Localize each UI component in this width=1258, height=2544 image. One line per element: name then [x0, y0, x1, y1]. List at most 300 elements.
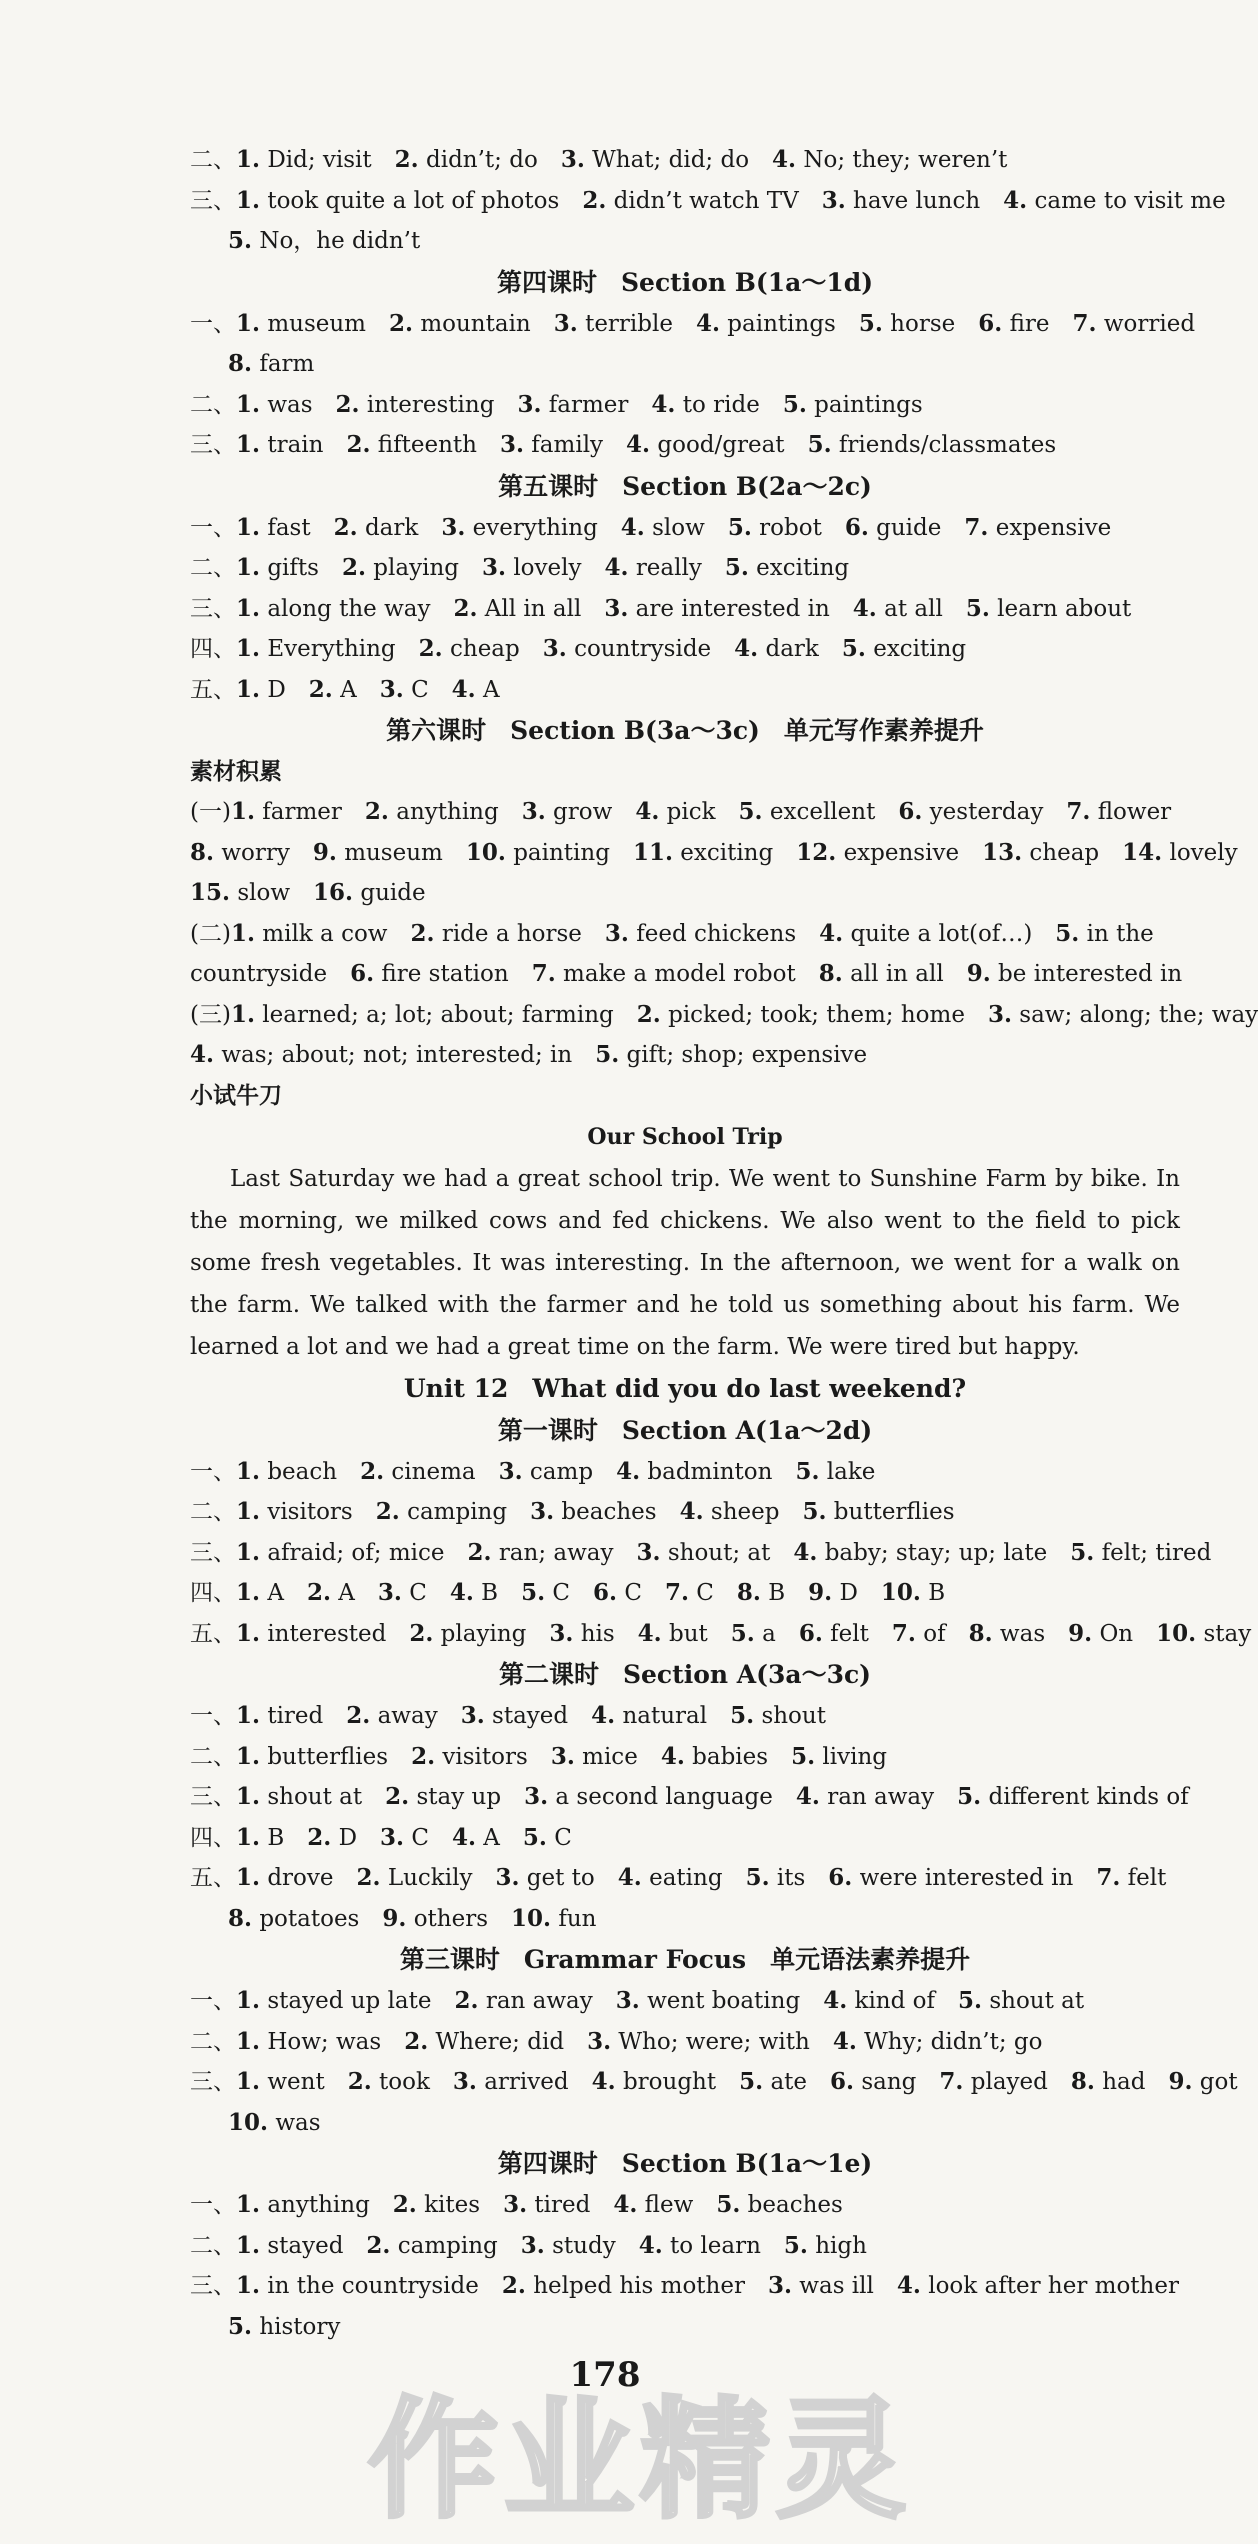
answer-text: slow — [237, 880, 291, 906]
answer-item — [616, 1459, 772, 1485]
answer-item — [881, 1580, 945, 1606]
answer-item — [734, 636, 819, 662]
answer-number: 1. — [236, 2272, 261, 2299]
lesson-title — [190, 1410, 1180, 1452]
answer-text: saw; along; the; way — [1019, 1001, 1258, 1028]
answer-item — [768, 2273, 874, 2299]
answer-item — [466, 840, 610, 866]
answer-number: 9. — [808, 1579, 833, 1606]
answer-number: 1. — [236, 1987, 261, 2014]
answer-item — [716, 2192, 842, 2218]
answer-number: 9. — [382, 1904, 407, 1932]
answer-item — [346, 1703, 437, 1729]
page-number: 178 — [569, 2355, 641, 2395]
answer-item — [730, 1703, 826, 1729]
answer-number: 5. — [782, 390, 807, 418]
answer-item — [190, 880, 290, 906]
answer-number: 6. — [898, 798, 923, 825]
answer-item — [236, 392, 313, 418]
answer-item — [853, 596, 943, 622]
answer-item — [236, 2273, 479, 2299]
answer-line — [190, 1573, 1180, 1614]
answer-number: 13. — [982, 838, 1023, 866]
answer-text: brought — [622, 2069, 717, 2095]
answer-item — [982, 840, 1099, 866]
answer-number: 3. — [530, 1498, 555, 1525]
question-group-label: 二、 — [190, 1743, 236, 1770]
answer-number: 4. — [591, 1702, 616, 1729]
answer-line — [190, 995, 1258, 1036]
answer-number: 5. — [802, 1498, 827, 1525]
answer-item — [530, 1499, 656, 1525]
answer-text: No; they; weren’t — [803, 147, 1008, 173]
answer-item — [582, 188, 798, 214]
answer-number: 3. — [441, 513, 466, 541]
answer-item — [411, 1744, 528, 1770]
answer-item — [842, 636, 966, 662]
answer-number: 3. — [524, 1783, 549, 1810]
unit-title — [190, 1368, 1180, 1410]
answer-line — [190, 344, 1180, 385]
answer-item — [380, 677, 429, 703]
answer-item — [376, 1499, 507, 1525]
answer-number: 6. — [593, 1579, 618, 1606]
answer-text: ate — [770, 2069, 808, 2095]
answer-number: 2. — [418, 635, 443, 662]
answer-text: slow — [652, 514, 705, 541]
svg-text:作业精灵: 作业精灵 — [367, 2384, 913, 2536]
lesson-number: 第四课时 — [496, 267, 597, 297]
answer-number: 3. — [821, 186, 846, 214]
answer-text: beaches — [561, 1499, 657, 1525]
answer-number: 4. — [819, 919, 844, 947]
answer-number: 3. — [377, 1579, 402, 1606]
answer-number: 7. — [891, 1619, 916, 1647]
answer-text: guide — [876, 514, 942, 541]
answer-text: terrible — [585, 310, 673, 337]
answer-text: felt; tired — [1101, 1539, 1212, 1566]
answer-number: 3. — [767, 2272, 792, 2299]
answer-line — [190, 1818, 1180, 1859]
answer-text: are interested in — [635, 595, 830, 622]
answer-text: Luckily — [387, 1865, 473, 1891]
answer-text: fun — [558, 1905, 597, 1932]
answer-item — [1168, 2069, 1237, 2095]
answer-number: 3. — [636, 1538, 661, 1566]
lesson-section: Section B(1a～1d) — [620, 267, 874, 297]
answer-item — [532, 961, 796, 987]
answer-number: 4. — [613, 2191, 638, 2218]
answer-item — [802, 1499, 954, 1525]
answer-number: 7. — [1096, 1864, 1121, 1891]
answer-text: potatoes — [259, 1905, 360, 1932]
answer-item — [613, 2192, 693, 2218]
answer-number: 1. — [236, 675, 261, 703]
answer-number: 4. — [604, 554, 629, 581]
answer-text: a second language — [555, 1784, 773, 1810]
answer-item — [587, 2029, 810, 2055]
answer-text: anything — [396, 799, 499, 825]
answer-text: make a model robot — [563, 961, 796, 987]
answer-item — [819, 961, 944, 987]
answer-item — [739, 2069, 807, 2095]
answer-text: A — [483, 676, 500, 703]
answer-text: butterflies — [833, 1499, 955, 1525]
answer-number: 3. — [550, 1742, 575, 1770]
answer-text: have lunch — [853, 187, 981, 214]
answer-number: 4. — [695, 309, 720, 337]
answer-text: pick — [666, 799, 716, 825]
answer-text: took — [379, 2069, 430, 2095]
answer-text: helped his mother — [533, 2273, 745, 2299]
answer-number: 14. — [1122, 838, 1163, 866]
answer-text: D — [267, 676, 286, 703]
answer-number: 1. — [236, 390, 261, 418]
lesson-number: 第六课时 — [386, 716, 487, 745]
answer-item — [236, 1865, 334, 1891]
answer-number: 2. — [360, 1457, 385, 1485]
answer-text: interested — [267, 1620, 387, 1647]
answer-line — [190, 2185, 1180, 2226]
answer-number: 2. — [404, 2027, 429, 2055]
answer-text: cheap — [450, 636, 520, 662]
answer-number: 1. — [236, 186, 261, 214]
question-group-label: 三、 — [190, 2273, 236, 2299]
answer-line — [190, 2103, 1180, 2144]
answer-item — [791, 1744, 887, 1770]
answer-number: 1. — [236, 1498, 261, 1525]
answer-line — [190, 1981, 1180, 2022]
answer-number: 10. — [880, 1579, 921, 1606]
answer-text: away — [377, 1703, 438, 1729]
answer-text: expensive — [995, 514, 1112, 541]
answer-item — [236, 188, 559, 214]
answer-text: dark — [765, 636, 819, 662]
answer-number: 2. — [409, 1619, 434, 1647]
answer-number: 1. — [236, 1864, 261, 1891]
answer-item — [236, 2029, 381, 2055]
answer-text: stayed up late — [267, 1988, 432, 2014]
answer-text: feed chickens — [636, 920, 797, 947]
answer-text: natural — [622, 1703, 708, 1729]
answer-item — [605, 921, 796, 947]
question-group-label: 四、 — [190, 636, 236, 662]
question-group-label: 三、 — [190, 595, 236, 622]
answer-text: stay — [1203, 1620, 1252, 1647]
answer-number: 4. — [616, 1457, 641, 1485]
answer-number: 5. — [521, 1579, 546, 1606]
answer-text: Who; were; with — [618, 2028, 810, 2055]
answer-number: 3. — [549, 1619, 574, 1647]
answer-item — [452, 677, 500, 703]
lesson-title — [190, 262, 1180, 304]
answer-text: exciting — [873, 636, 967, 662]
answer-text: butterflies — [267, 1743, 389, 1770]
answer-number: 6. — [844, 513, 869, 541]
answer-number: 2. — [453, 594, 478, 622]
answer-number: 10. — [228, 2108, 269, 2136]
answer-number: 7. — [1066, 798, 1091, 825]
answer-number: 1. — [230, 798, 255, 825]
answer-text: No，he didn’t — [259, 228, 421, 254]
answer-number: 4. — [190, 1041, 215, 1068]
answer-number: 4. — [772, 146, 797, 173]
answer-number: 5. — [858, 309, 883, 337]
answer-text: went boating — [647, 1988, 801, 2014]
answer-item — [228, 2314, 340, 2340]
answer-text: worried — [1103, 310, 1196, 337]
answer-item — [500, 432, 603, 458]
answer-text: ran; away — [498, 1539, 614, 1566]
answer-item — [604, 596, 829, 622]
answer-item — [236, 1703, 323, 1729]
lesson-number: 第五课时 — [498, 471, 599, 501]
answer-number: 3. — [379, 675, 404, 703]
answer-number: 5. — [965, 594, 990, 622]
answer-text: afraid; of; mice — [267, 1539, 445, 1566]
answer-number: 2. — [582, 186, 607, 214]
answer-number: 1. — [236, 2191, 261, 2218]
answer-item — [626, 432, 785, 458]
answer-text: all in all — [850, 961, 944, 987]
answer-number: 5. — [1055, 919, 1080, 947]
answer-item — [461, 1703, 568, 1729]
answer-number: 3. — [452, 2068, 477, 2095]
answer-item — [799, 1621, 869, 1647]
answer-item — [467, 1540, 613, 1566]
lesson-title — [190, 710, 1180, 752]
answer-number: 8. — [228, 1904, 253, 1932]
answer-number: 2. — [454, 1987, 479, 2014]
answer-number: 2. — [394, 146, 419, 173]
answer-text: stayed — [267, 2232, 344, 2259]
answer-text: lovely — [513, 555, 582, 581]
answer-item — [746, 1865, 806, 1891]
answer-number: 8. — [818, 960, 843, 987]
answer-item — [823, 1988, 935, 2014]
answer-item — [334, 515, 419, 541]
answer-text: eating — [649, 1865, 723, 1891]
answer-text: playing — [373, 555, 459, 581]
answer-text: felt — [1127, 1865, 1167, 1891]
answer-number: 5. — [716, 2191, 741, 2218]
question-group-label: 二、 — [190, 2232, 236, 2259]
answer-item — [828, 1865, 1073, 1891]
question-group-label: 三、 — [190, 1539, 236, 1566]
answer-text: but — [669, 1620, 708, 1647]
answer-item — [453, 2069, 569, 2095]
answer-number: 7. — [1072, 309, 1097, 337]
answer-text: flew — [644, 2192, 694, 2218]
question-group-label: 二、 — [190, 391, 236, 418]
answer-text: How; was — [267, 2028, 382, 2055]
answer-item — [419, 636, 520, 662]
answer-item — [524, 1784, 773, 1810]
answer-number: 2. — [501, 2272, 526, 2299]
answer-text: camping — [407, 1499, 508, 1525]
answer-text: ride a horse — [441, 920, 582, 947]
answer-item — [228, 2110, 321, 2136]
answer-number: 10. — [1156, 1619, 1197, 1647]
answer-number: 4. — [626, 431, 651, 458]
answer-number: 4. — [852, 594, 877, 622]
answer-text: interesting — [366, 391, 495, 418]
answer-number: 4. — [451, 675, 476, 703]
answer-item — [592, 2069, 717, 2095]
answer-item — [236, 147, 372, 173]
answer-number: 6. — [350, 960, 375, 987]
answer-item — [1073, 311, 1196, 337]
answer-text: fire — [1009, 310, 1050, 337]
answer-text: was — [267, 391, 313, 418]
answer-text: look after her mother — [928, 2273, 1179, 2299]
question-group-label: 一、 — [190, 2192, 236, 2218]
answer-line — [190, 629, 1180, 670]
answer-text: shout at — [267, 1784, 363, 1810]
answer-number: 8. — [736, 1579, 761, 1606]
answer-item — [1122, 840, 1238, 866]
question-group-label: 五、 — [190, 1865, 236, 1891]
answer-text: What; did; do — [592, 147, 750, 173]
answer-number: 12. — [796, 838, 837, 866]
answer-item — [819, 921, 1032, 947]
answer-number: 1. — [236, 1579, 261, 1606]
answer-text: C — [554, 1824, 572, 1851]
answer-number: 2. — [356, 1864, 381, 1891]
answer-text: his — [580, 1620, 615, 1647]
answer-text: flower — [1097, 799, 1172, 825]
answer-item — [892, 1621, 946, 1647]
answer-item — [236, 1621, 386, 1647]
answer-line — [190, 1492, 1180, 1533]
answer-text: babies — [692, 1743, 769, 1770]
answer-text: visitors — [267, 1499, 353, 1525]
answer-text: playing — [440, 1620, 527, 1647]
answer-text: C — [411, 676, 429, 703]
answer-number: 2. — [364, 798, 389, 825]
answer-line — [190, 1899, 1180, 1940]
answer-item — [313, 880, 426, 906]
answer-text: didn’t watch TV — [613, 187, 799, 214]
answer-item — [523, 1825, 572, 1851]
question-group-label: (二) — [190, 920, 231, 947]
answer-item — [551, 1744, 638, 1770]
answer-item — [236, 1540, 444, 1566]
answer-item — [1003, 188, 1226, 214]
lesson-title — [190, 2143, 1180, 2185]
answer-number: 5. — [783, 2231, 808, 2259]
answer-item — [236, 311, 366, 337]
question-group-label: 二、 — [190, 147, 236, 173]
answer-number: 2. — [410, 919, 435, 947]
answer-text: to learn — [670, 2232, 761, 2259]
answer-line — [190, 221, 1180, 262]
lesson-title — [190, 1939, 1180, 1981]
answer-item — [521, 2233, 616, 2259]
answer-number: 1. — [236, 1619, 261, 1647]
answer-text: Did; visit — [267, 147, 372, 173]
answer-text: baby; stay; up; late — [824, 1539, 1048, 1566]
answer-number: 10. — [511, 1904, 552, 1932]
answer-line — [190, 2062, 1238, 2103]
watermark-logo — [360, 2380, 920, 2536]
answer-text: history — [259, 2313, 341, 2340]
answer-text: train — [267, 432, 324, 458]
answer-text: went — [267, 2069, 325, 2095]
answer-item — [621, 515, 705, 541]
answer-line — [190, 1614, 1252, 1655]
answer-number: 2. — [389, 309, 414, 337]
answer-item — [511, 1906, 596, 1932]
answer-text: stayed — [492, 1703, 569, 1729]
answer-number: 4. — [1003, 186, 1028, 214]
answer-number: 3. — [987, 1000, 1012, 1028]
answer-text: came to visit me — [1034, 187, 1226, 214]
answer-text: tired — [267, 1703, 324, 1729]
answer-number: 1. — [236, 1538, 261, 1566]
answer-text: paintings — [814, 391, 923, 418]
answer-text: didn’t; do — [426, 147, 538, 173]
answer-item — [350, 961, 509, 987]
answer-text: be interested in — [998, 961, 1183, 987]
answer-text: of — [923, 1620, 946, 1647]
lesson-number: 第四课时 — [497, 2149, 598, 2178]
answer-item — [783, 392, 923, 418]
answer-item — [236, 2192, 370, 2218]
answer-number: 3. — [521, 798, 546, 825]
answer-item — [739, 799, 876, 825]
answer-number: 5. — [730, 1619, 755, 1647]
answer-item — [966, 596, 1131, 622]
answer-item — [499, 1459, 593, 1485]
answer-item — [236, 1459, 337, 1485]
answer-number: 1. — [236, 1457, 261, 1485]
answer-text: stay up — [416, 1784, 502, 1810]
answer-line — [190, 1858, 1180, 1899]
answer-item — [639, 2233, 761, 2259]
unit-number: Unit 12 — [403, 1373, 509, 1403]
answer-number: 6. — [828, 1864, 853, 1891]
answer-item — [725, 555, 849, 581]
answer-item — [236, 596, 430, 622]
answer-text: cinema — [391, 1458, 476, 1485]
answer-text: was — [999, 1620, 1046, 1647]
answer-item — [342, 555, 459, 581]
answer-number: 1. — [236, 2231, 261, 2259]
answer-item — [231, 921, 388, 947]
answer-number: 9. — [1068, 1619, 1093, 1647]
answer-item — [665, 1580, 714, 1606]
answer-number: 3. — [604, 919, 629, 947]
essay-paragraph: Last Saturday we had a great school trip. We went to Sunshine Farm by bike. In the morning, we milked cows and fed chickens. We also went to the field to pick some fresh vegetables. It was interesting. In the afternoon, we went for a walk on the farm. We talked with the farmer and he told us something about his farm. We learned a lot and we had a great time on the farm. We were tired but happy. — [190, 1165, 1180, 1360]
answer-item — [561, 147, 749, 173]
answer-item — [228, 1906, 359, 1932]
answer-number: 3. — [517, 390, 542, 418]
answer-number: 9. — [312, 838, 337, 866]
answer-item — [1066, 799, 1171, 825]
answer-number: 5. — [807, 431, 832, 458]
answer-item — [378, 1580, 427, 1606]
answer-line — [190, 1737, 1180, 1778]
answer-item — [236, 2233, 343, 2259]
answer-text: fast — [267, 514, 311, 541]
answer-text: in the countryside — [267, 2273, 479, 2299]
answer-text: farmer — [548, 391, 629, 418]
answer-text: fire station — [381, 961, 509, 987]
answer-number: 2. — [333, 513, 358, 541]
answer-number: 5. — [791, 1742, 816, 1770]
answer-number: 5. — [958, 1987, 983, 2014]
